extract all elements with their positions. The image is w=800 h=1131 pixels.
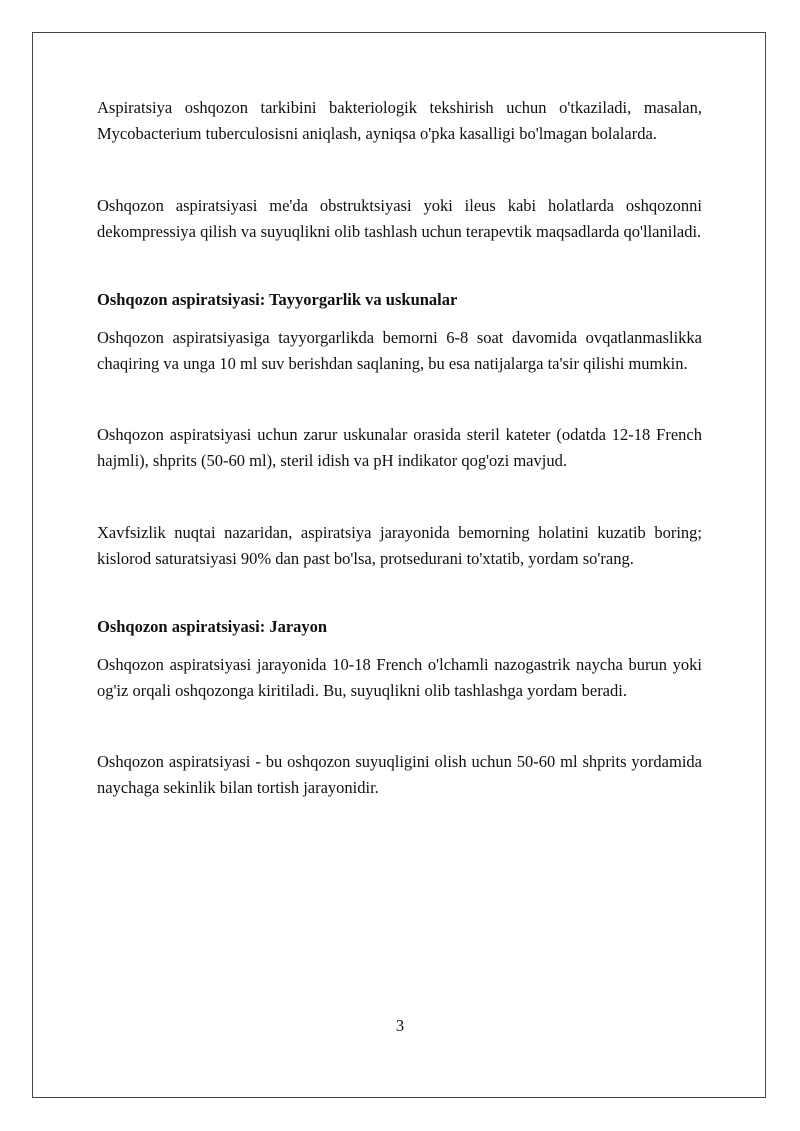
page-number: 3 [395, 1016, 405, 1035]
paragraph-preparation: Oshqozon aspiratsiyasiga tayyorgarlikda bemorni 6-8 soat davomida ovqatlanmaslikka chaqiring va unga 10 ml suv berishdan saqlaning, bu esa natijalarga ta'sir qilishi mumkin. [97, 328, 702, 373]
paragraph-procedure-tube: Oshqozon aspiratsiyasi jarayonida 10-18 French o'lchamli nazogastrik naycha burun yoki og'iz orqali oshqozonga kiritiladi. Bu, suyuqlikni olib tashlashga yordam beradi. [97, 655, 702, 700]
paragraph-equipment: Oshqozon aspiratsiyasi uchun zarur uskunalar orasida steril kateter (odatda 12-18 French hajmli), shprits (50-60 ml), steril idish va pH indikator qog'ozi mavjud. [97, 425, 702, 470]
paragraph-therapeutic-use: Oshqozon aspiratsiyasi me'da obstruktsiyasi yoki ileus kabi holatlarda oshqozonni dekompressiya qilish va suyuqlikni olib tashlash uchun terapevtik maqsadlarda qo'llaniladi. [97, 196, 702, 241]
paragraph-bacteriological-exam: Aspiratsiya oshqozon tarkibini bakteriologik tekshirish uchun o'tkaziladi, masalan, Mycobacterium tuberculosisni aniqlash, ayniqsa o'pka kasalligi bo'lmagan bolalarda. [97, 98, 702, 143]
heading-preparation-equipment: Oshqozon aspiratsiyasi: Tayyorgarlik va uskunalar [97, 290, 458, 309]
paragraph-procedure-syringe: Oshqozon aspiratsiyasi - bu oshqozon suyuqligini olish uchun 50-60 ml shprits yordamida naychaga sekinlik bilan tortish jarayonidir. [97, 752, 702, 797]
heading-procedure: Oshqozon aspiratsiyasi: Jarayon [97, 617, 328, 636]
page-content [97, 95, 702, 801]
paragraph-safety: Xavfsizlik nuqtai nazaridan, aspiratsiya jarayonida bemorning holatini kuzatib boring; kislorod saturatsiyasi 90% dan past bo'lsa, protsedurani to'xtatib, yordam so'rang. [97, 523, 702, 568]
